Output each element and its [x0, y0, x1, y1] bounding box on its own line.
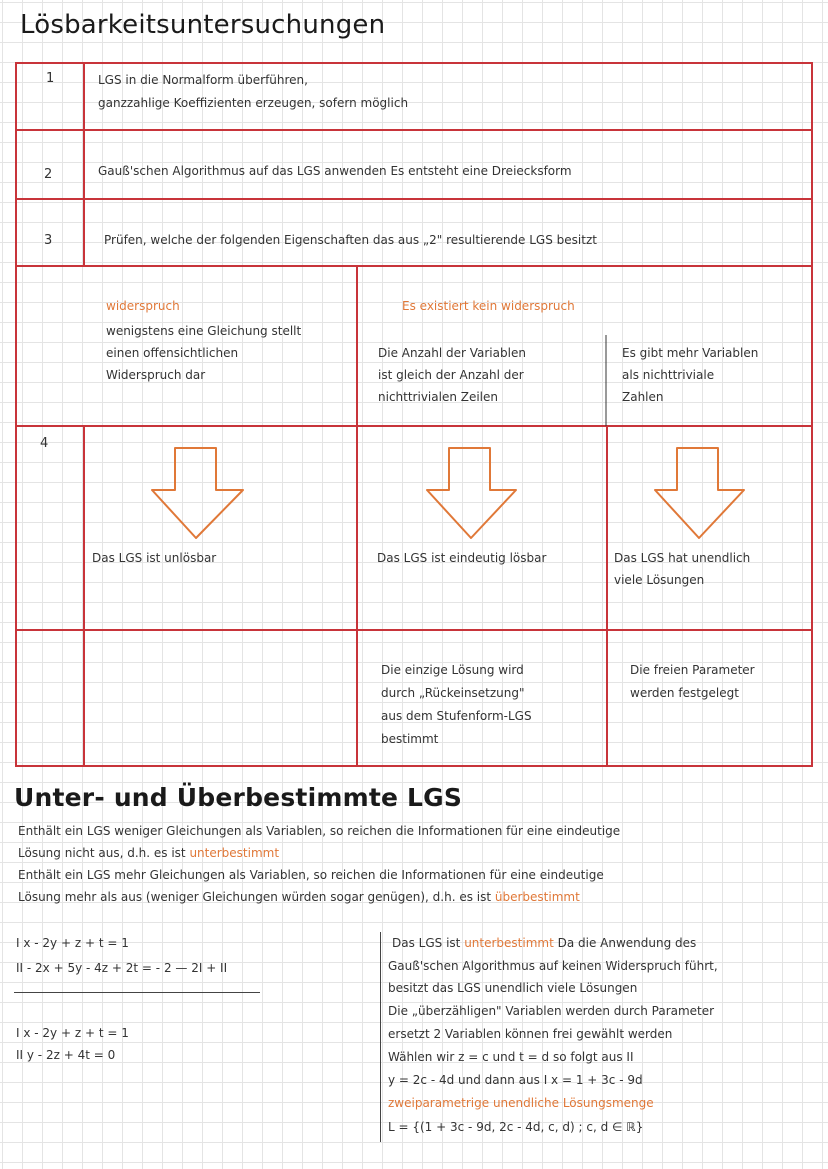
followup-unique: aus dem Stufenform-LGS [381, 709, 532, 723]
result-infinite: viele Lösungen [614, 573, 705, 587]
row-number: 4 [40, 436, 49, 451]
widerspruch-heading: widerspruch [106, 299, 180, 313]
followup-unique: bestimmt [381, 732, 439, 746]
equal-variables-line: ist gleich der Anzahl der [378, 368, 524, 382]
step1-line: ganzzahlige Koeffizienten erzeugen, sofern möglich [98, 96, 409, 110]
highlight-unterbestimmt: unterbestimmt [189, 846, 280, 860]
explanation-line: Die „überzähligen" Variablen werden durch Parameter [388, 1004, 715, 1018]
widerspruch-line: einen offensichtlichen [106, 346, 239, 360]
paragraph-line: Lösung nicht aus, d.h. es ist unterbestimmt [18, 846, 280, 860]
highlight-ueberbestimmt: überbestimmt [494, 890, 580, 904]
explanation-line: besitzt das LGS unendlich viele Lösungen [388, 981, 638, 995]
result-unsolvable: Das LGS ist unlösbar [92, 551, 217, 565]
more-variables-line: als nichttriviale [622, 368, 715, 382]
equal-variables-line: nichttrivialen Zeilen [378, 390, 499, 404]
kein-widerspruch-heading: Es existiert kein widerspruch [402, 299, 575, 313]
step2-text: Gauß'schen Algorithmus auf das LGS anwenden Es entsteht eine Dreiecksform [98, 164, 572, 178]
step1-line: LGS in die Normalform überführen, [98, 73, 308, 87]
row-number: 2 [44, 167, 53, 182]
more-variables-line: Zahlen [622, 390, 664, 404]
down-arrow-icon [427, 448, 516, 538]
section-title: Unter- und Überbestimmte LGS [14, 783, 463, 812]
followup-params: werden festgelegt [630, 686, 739, 700]
equation-line: I x - 2y + z + t = 1 [16, 936, 129, 950]
followup-unique: Die einzige Lösung wird [381, 663, 524, 677]
paragraph-line: Enthält ein LGS weniger Gleichungen als Variablen, so reichen die Informationen für eine eindeutige [18, 824, 621, 838]
equation-line: I x - 2y + z + t = 1 [16, 1026, 129, 1040]
explanation-line: ersetzt 2 Variablen können frei gewählt werden [388, 1027, 673, 1041]
result-unique: Das LGS ist eindeutig lösbar [377, 551, 547, 565]
explanation-line: Wählen wir z = c und t = d so folgt aus II [388, 1050, 634, 1064]
step3-text: Prüfen, welche der folgenden Eigenschaften das aus „2" resultierende LGS besitzt [104, 233, 597, 247]
down-arrow-icon [655, 448, 744, 538]
widerspruch-line: Widerspruch dar [106, 368, 206, 382]
equal-variables-line: Die Anzahl der Variablen [378, 346, 526, 360]
solution-set: L = {(1 + 3c - 9d, 2c - 4d, c, d) ; c, d ∈ ℝ} [388, 1120, 644, 1134]
widerspruch-line: wenigstens eine Gleichung stellt [106, 324, 302, 338]
row-number: 1 [46, 71, 55, 86]
more-variables-line: Es gibt mehr Variablen [622, 346, 759, 360]
page-title: Lösbarkeitsuntersuchungen [20, 10, 386, 40]
followup-params: Die freien Parameter [630, 663, 755, 677]
down-arrow-icon [152, 448, 243, 538]
explanation-line: zweiparametrige unendliche Lösungsmenge [388, 1096, 654, 1110]
vertical-divider [380, 932, 381, 1142]
explanation-line: Das LGS ist unterbestimmt Da die Anwendung des [392, 936, 697, 950]
divider [14, 992, 260, 993]
equation-line: II - 2x + 5y - 4z + 2t = - 2 — 2I + II [16, 961, 228, 975]
explanation-line: Gauß'schen Algorithmus auf keinen Widerspruch führt, [388, 959, 718, 973]
explanation-line: y = 2c - 4d und dann aus I x = 1 + 3c - 9d [388, 1073, 643, 1087]
result-infinite: Das LGS hat unendlich [614, 551, 751, 565]
paragraph-line: Enthält ein LGS mehr Gleichungen als Variablen, so reichen die Informationen für eine eindeutige [18, 868, 604, 882]
equation-line: II y - 2z + 4t = 0 [16, 1048, 116, 1062]
row-number: 3 [44, 233, 53, 248]
followup-unique: durch „Rückeinsetzung" [381, 686, 525, 700]
paragraph-line: Lösung mehr als aus (weniger Gleichungen würden sogar genügen), d.h. es ist überbestimmt [18, 890, 580, 904]
